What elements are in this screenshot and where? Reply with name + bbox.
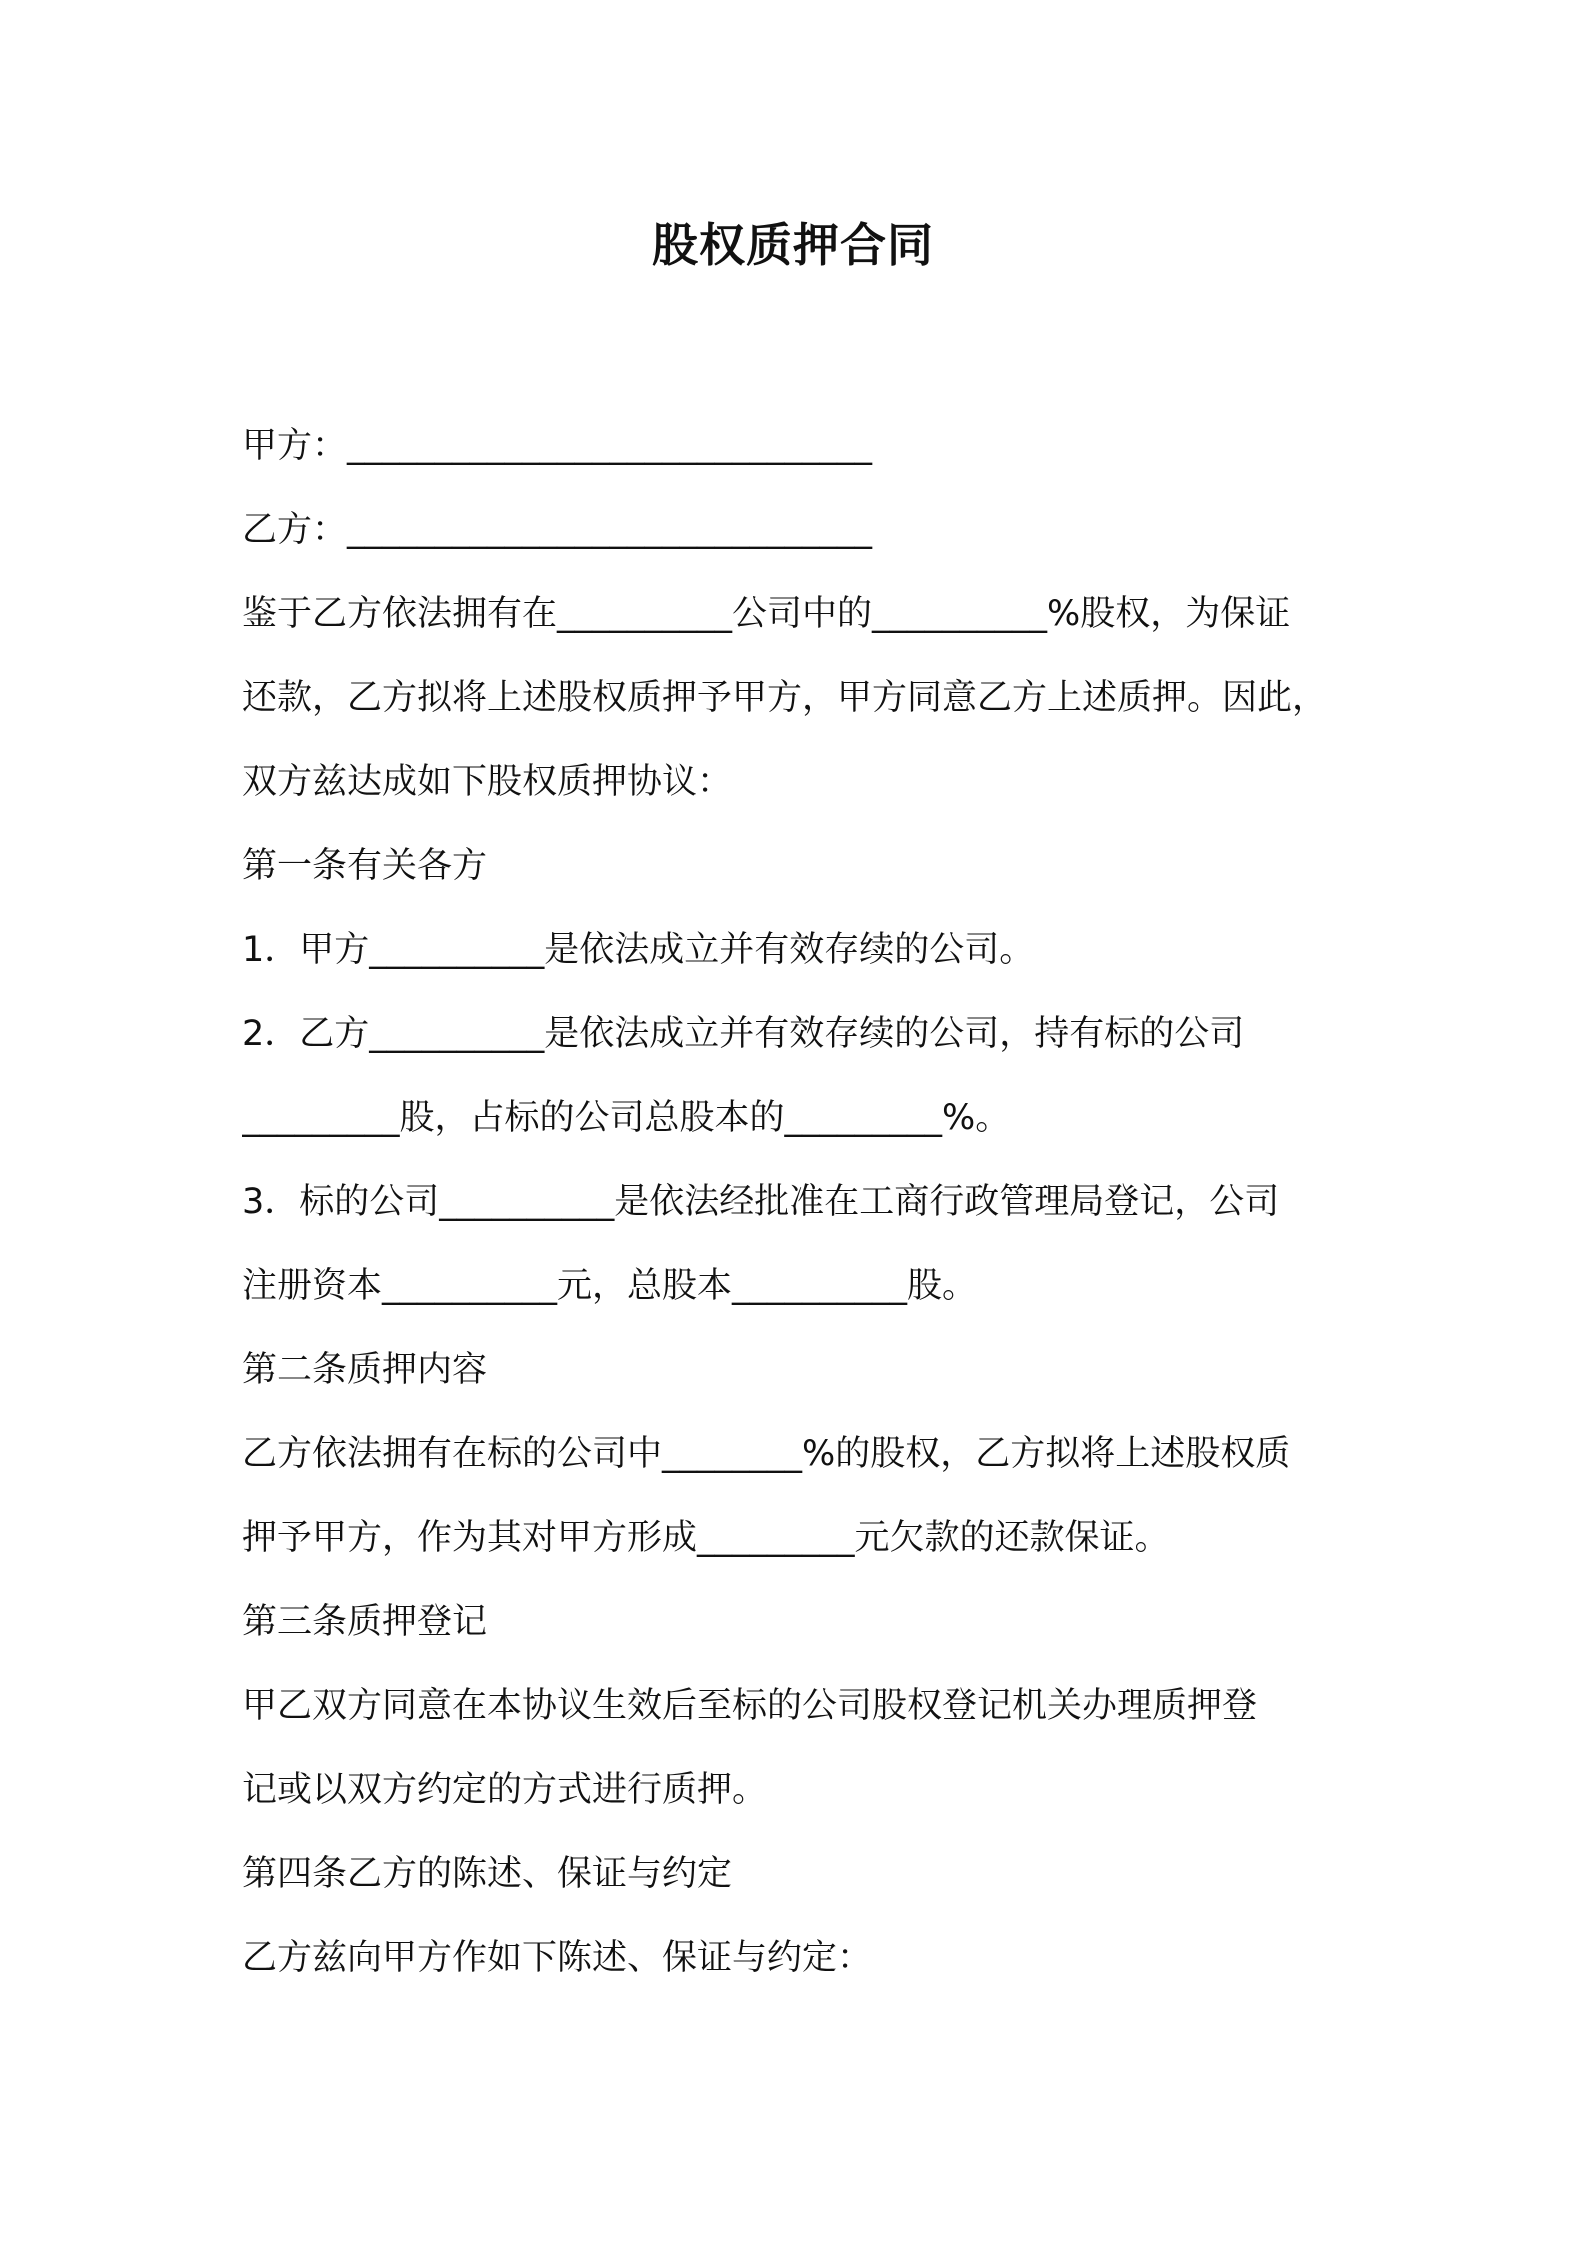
article-1-item-3: 3．标的公司__________是依法经批准在工商行政管理局登记，公司: [242, 1182, 1280, 1222]
article-1-item-2: 2．乙方__________是依法成立并有效存续的公司，持有标的公司: [242, 1014, 1245, 1054]
article-2-heading: 第二条质押内容: [242, 1350, 488, 1390]
article-3-text: 记或以双方约定的方式进行质押。: [242, 1770, 768, 1810]
article-1-heading: 第一条有关各方: [242, 846, 488, 886]
article-4-heading: 第四条乙方的陈述、保证与约定: [242, 1854, 733, 1894]
article-2-text: 押予甲方，作为其对甲方形成_________元欠款的还款保证。: [242, 1518, 1170, 1558]
document-body: [242, 404, 1362, 2000]
document-title: 股权质押合同: [652, 218, 934, 272]
party-b-line: 乙方：______________________________: [242, 510, 873, 550]
party-a-line: 甲方：______________________________: [242, 426, 873, 466]
article-1-item-2-cont: _________股，占标的公司总股本的_________%。: [242, 1098, 1011, 1138]
article-2-text: 乙方依法拥有在标的公司中________%的股权，乙方拟将上述股权质: [242, 1434, 1291, 1474]
preamble-line: 双方兹达成如下股权质押协议：: [242, 762, 733, 802]
article-3-heading: 第三条质押登记: [242, 1602, 488, 1642]
article-1-item-1: 1．甲方__________是依法成立并有效存续的公司。: [242, 930, 1035, 970]
article-4-text: 乙方兹向甲方作如下陈述、保证与约定：: [242, 1938, 873, 1978]
article-3-text: 甲乙双方同意在本协议生效后至标的公司股权登记机关办理质押登: [242, 1686, 1258, 1726]
preamble-line: 还款，乙方拟将上述股权质押予甲方，甲方同意乙方上述质押。因此，: [242, 678, 1328, 718]
article-1-item-3-cont: 注册资本__________元，总股本__________股。: [242, 1266, 978, 1306]
preamble-line: 鉴于乙方依法拥有在__________公司中的__________%股权，为保证: [242, 594, 1291, 634]
